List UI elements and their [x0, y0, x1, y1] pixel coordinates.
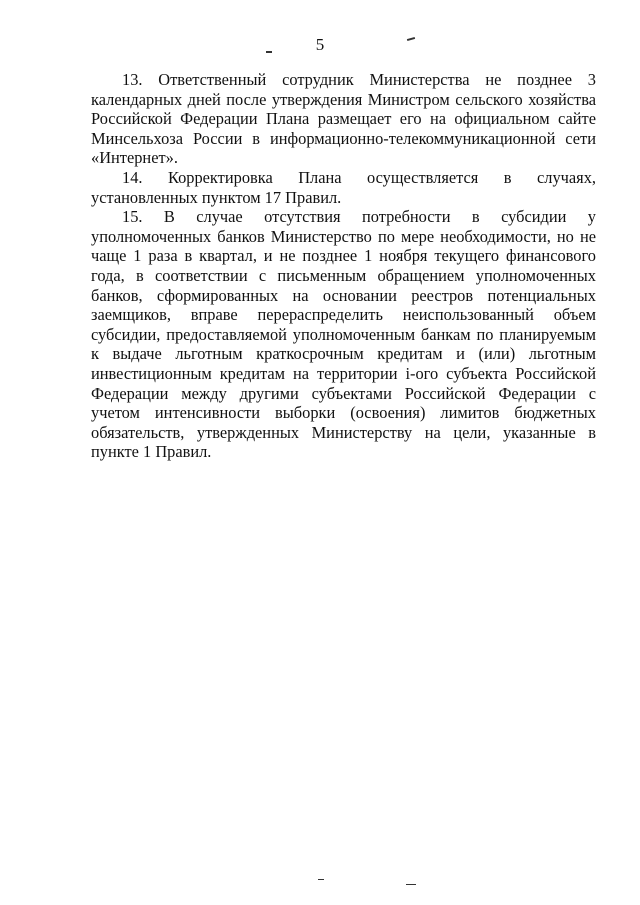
- page-number: 5: [315, 35, 325, 54]
- paragraph-15: 15. В случае отсутствия потребности в субсидии у уполномоченных банков Министерство по мере необходимости, но не чаще 1 раза в квартал, и не позднее 1 ноября текущего финансового года, в соответствии с письменным обращением уполномоченных банков, сформированных на основании реестров потенциальных заемщиков, вправе перераспределить неиспользованный объем субсидии, предоставляемой уполномоченным банкам по планируемым к выдаче льготным краткосрочным кредитам и (или) льготным инвестиционным кредитам на территории i-ого субъекта Российской Федерации между другими субъектами Российской Федерации с учетом интенсивности выборки (освоения) лимитов бюджетных обязательств, утвержденных Министерству на цели, указанные в пункте 1 Правил.: [91, 207, 596, 462]
- paragraph-14: 14. Корректировка Плана осуществляется в случаях, установленных пунктом 17 Правил.: [91, 167, 596, 207]
- document-body: [91, 70, 596, 462]
- scan-speck: [318, 879, 324, 880]
- scan-speck: [406, 884, 416, 885]
- scan-speck: [266, 51, 272, 53]
- paragraph-13: 13. Ответственный сотрудник Министерства не позднее 3 календарных дней после утверждения Министром сельского хозяйства Российской Федерации Плана размещает его на официальном сайте Минсельхоза России в информационно-телекоммуникационной сети «Интернет».: [91, 70, 596, 168]
